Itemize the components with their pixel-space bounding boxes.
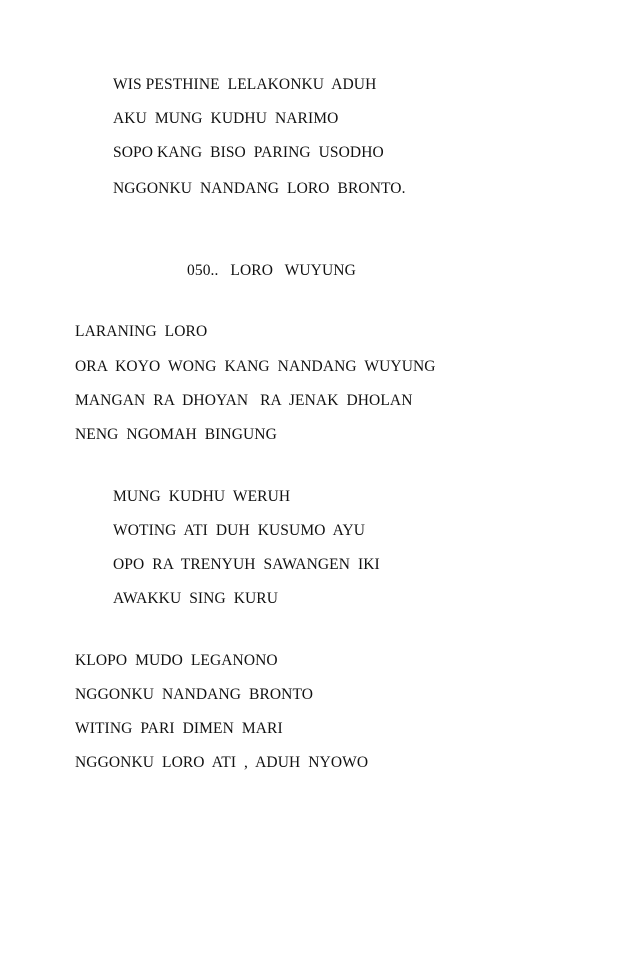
stanza-1-line-1: WIS PESTHINE LELAKONKU ADUH	[113, 76, 377, 93]
stanza-3-line-1: MUNG KUDHU WERUH	[113, 488, 291, 505]
stanza-4-line-3: WITING PARI DIMEN MARI	[75, 720, 283, 737]
stanza-1-line-3: SOPO KANG BISO PARING USODHO	[113, 144, 384, 161]
stanza-3-line-2: WOTING ATI DUH KUSUMO AYU	[113, 522, 366, 539]
stanza-3-line-3: OPO RA TRENYUH SAWANGEN IKI	[113, 556, 380, 573]
song-title: 050.. LORO WUYUNG	[187, 262, 356, 279]
stanza-1-line-4: NGGONKU NANDANG LORO BRONTO.	[113, 180, 406, 197]
stanza-4-line-2: NGGONKU NANDANG BRONTO	[75, 686, 314, 703]
stanza-4-line-4: NGGONKU LORO ATI , ADUH NYOWO	[75, 754, 369, 771]
stanza-2-line-3: MANGAN RA DHOYAN RA JENAK DHOLAN	[75, 392, 413, 409]
stanza-2-line-1: LARANING LORO	[75, 323, 208, 340]
stanza-4-line-1: KLOPO MUDO LEGANONO	[75, 652, 278, 669]
stanza-2-line-4: NENG NGOMAH BINGUNG	[75, 426, 277, 443]
stanza-1-line-2: AKU MUNG KUDHU NARIMO	[113, 110, 339, 127]
stanza-3-line-4: AWAKKU SING KURU	[113, 590, 279, 607]
stanza-2-line-2: ORA KOYO WONG KANG NANDANG WUYUNG	[75, 358, 436, 375]
